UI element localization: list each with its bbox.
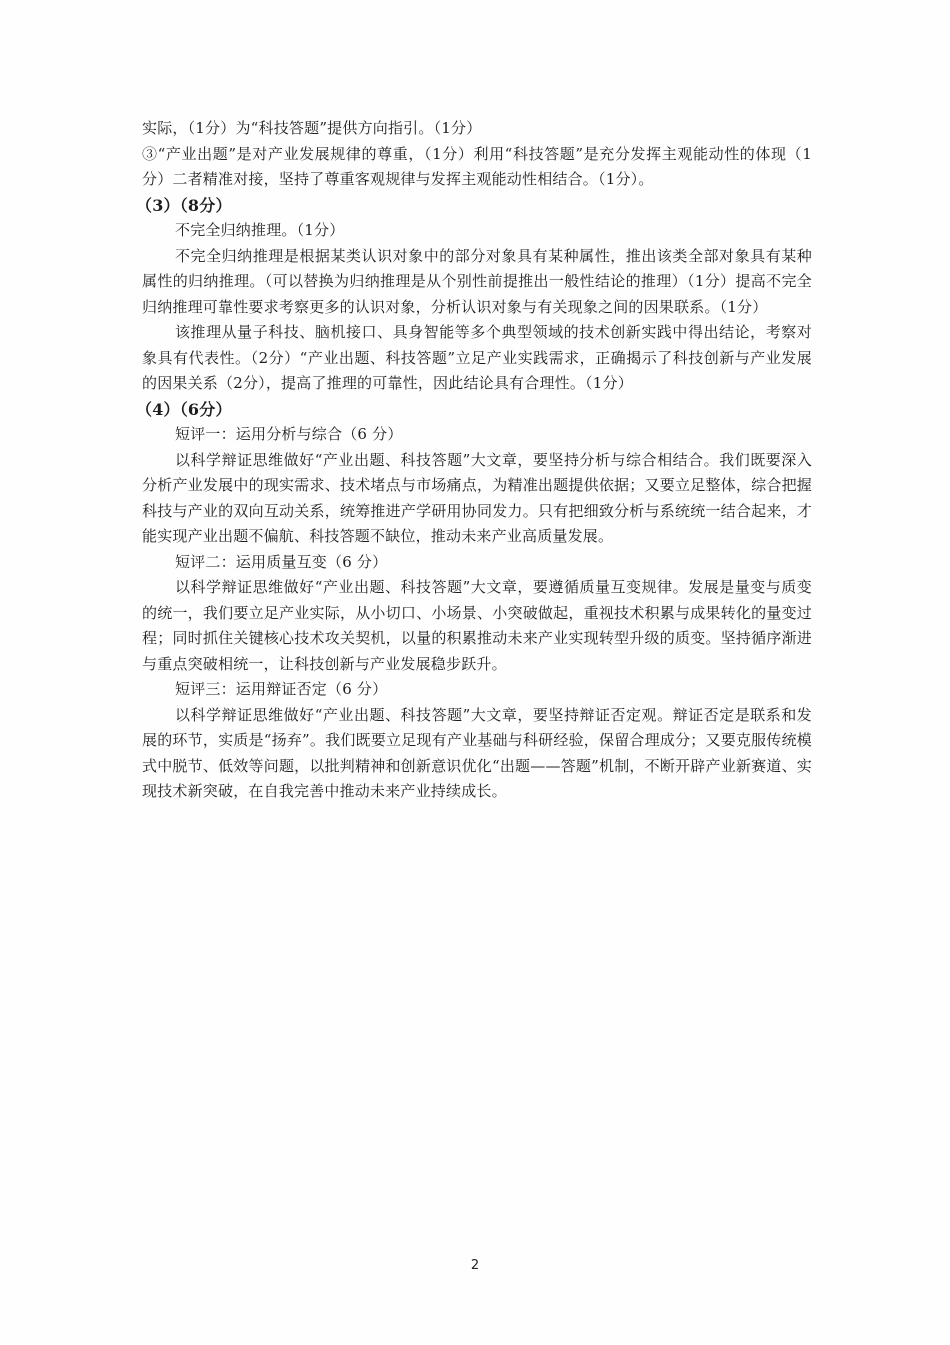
paragraph-continuation: 实际，（1分）为“科技答题”提供方向指引。（1分）: [142, 119, 482, 137]
comment-body-1: 以科学辩证思维做好“产业出题、科技答题”大文章，要坚持分析与综合相结合。我们既要深入分析产业发展中的现实需求、技术堵点与市场痛点，为精准出题提供依据；又要立足整体，综合把握科技与产业的双向互动关系，统筹推进产学研用协同发力。只有把细致分析与系统统一结合起来，才能实现产业出题不偏航、科技答题不缺位，推动未来产业高质量发展。: [142, 450, 812, 545]
section-heading-4: （4）（6分）: [136, 399, 232, 419]
answer-key-body: [136, 116, 812, 805]
paragraph-point-3: ③“产业出题”是对产业发展规律的尊重，（1分）利用“科技答题”是充分发挥主观能动性的体现（1分）二者精准对接，坚持了尊重客观规律与发挥主观能动性相结合。（1分）。: [142, 144, 812, 188]
page-number: 2: [470, 1258, 480, 1273]
comment-body-2: 以科学辩证思维做好“产业出题、科技答题”大文章，要遵循质量互变规律。发展是量变与质变的统一，我们要立足产业实际，从小切口、小场景、小突破做起，重视技术积累与成果转化的量变过程；同时抓住关键核心技术攻关契机，以量的积累推动未来产业实现转型升级的质变。坚持循序渐进与重点突破相统一，让科技创新与产业发展稳步跃升。: [142, 578, 812, 673]
comment-title-2: 短评二：运用质量互变（6 分）: [175, 552, 388, 571]
paragraph-definition: 不完全归纳推理是根据某类认识对象中的部分对象具有某种属性，推出该类全部对象具有某种属性的归纳推理。（可以替换为归纳推理是从个别性前提推出一般性结论的推理）（1分）提高不完全归纳推理可靠性要求考察更多的认识对象，分析认识对象与有关现象之间的因果联系。（1分）: [142, 246, 812, 316]
paragraph-analysis: 该推理从量子科技、脑机接口、具身智能等多个典型领域的技术创新实践中得出结论，考察对象具有代表性。（2分）“产业出题、科技答题”立足产业实践需求，正确揭示了科技创新与产业发展的因果关系（2分），提高了推理的可靠性，因此结论具有合理性。（1分）: [142, 323, 812, 392]
comment-title-3: 短评三：运用辩证否定（6 分）: [175, 680, 388, 698]
section-heading-3: （3）（8分）: [136, 195, 232, 215]
paragraph-answer: 不完全归纳推理。（1分）: [175, 221, 345, 239]
comment-body-3: 以科学辩证思维做好“产业出题、科技答题”大文章，要坚持辩证否定观。辩证否定是联系和发展的环节，实质是“扬弃”。我们既要立足现有产业基础与科研经验，保留合理成分；又要克服传统模式中脱节、低效等问题，以批判精神和创新意识优化“出题——答题”机制，不断开辟产业新赛道、实现技术新突破，在自我完善中推动未来产业持续成长。: [142, 705, 812, 800]
comment-title-1: 短评一：运用分析与综合（6 分）: [175, 425, 403, 443]
